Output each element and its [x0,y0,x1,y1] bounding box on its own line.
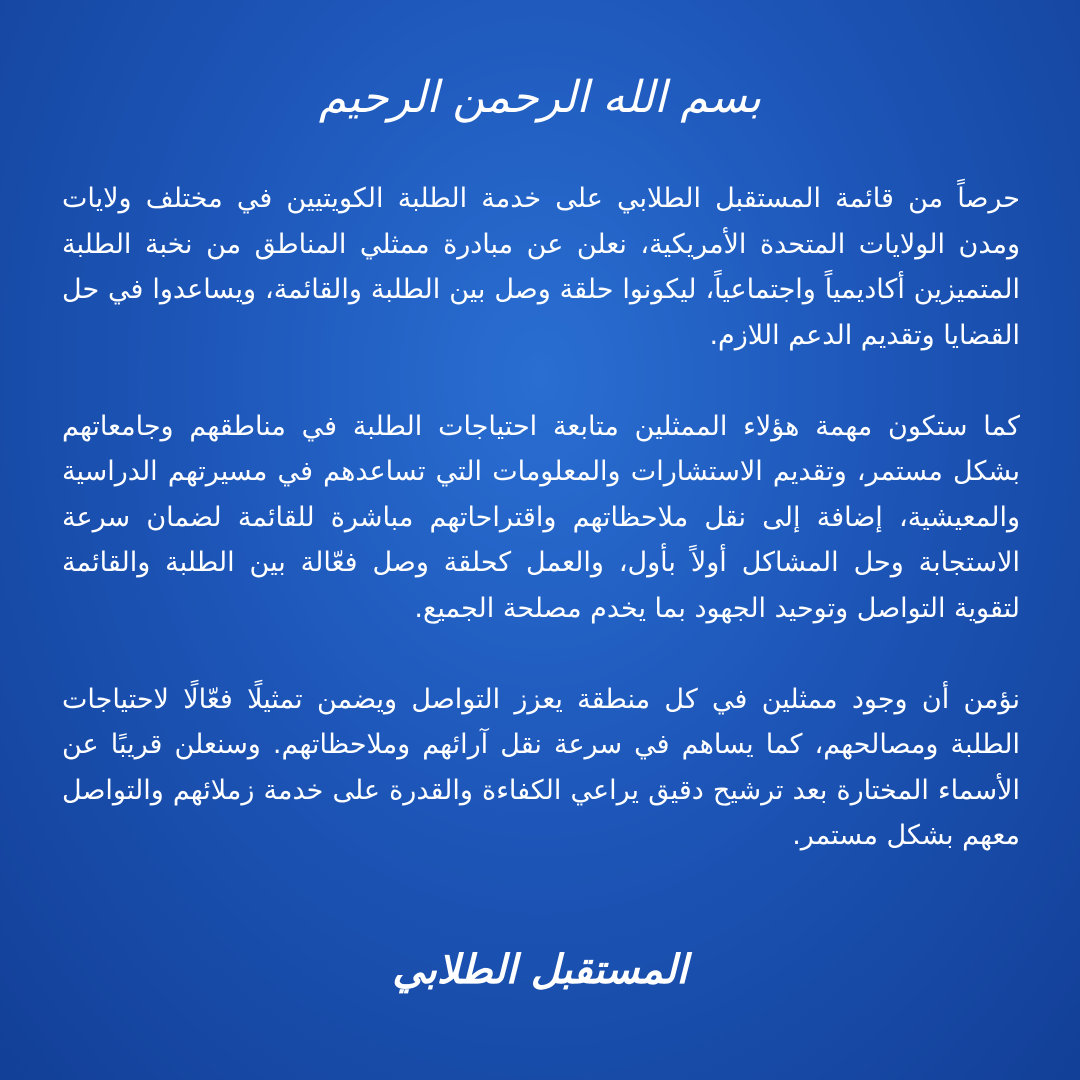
statement-body [62,176,1020,859]
basmala-calligraphy: بسم الله الرحمن الرحيم [318,72,762,123]
statement-paragraph-1: حرصاً من قائمة المستقبل الطلابي على خدمة الطلبة الكويتيين في مختلف ولايات ومدن الولايات المتحدة الأمريكية، نعلن عن مبادرة ممثلي المناطق من نخبة الطلبة المتميزين أكاديمياً واجتماعياً، ليكونوا حلقة وصل بين الطلبة والقائمة، ويساعدوا في حل القضايا وتقديم الدعم اللازم. [62,183,1020,351]
signature-calligraphy: المستقبل الطلابي [392,946,688,993]
statement-paragraph-3: نؤمن أن وجود ممثلين في كل منطقة يعزز التواصل ويضمن تمثيلًا فعّالًا لاحتياجات الطلبة ومصالحهم، كما يساهم في سرعة نقل آرائهم وملاحظاتهم. وسنعلن قريبًا عن الأسماء المختارة بعد ترشيح دقيق يراعي الكفاءة والقدرة على خدمة زملائهم والتواصل معهم بشكل مستمر. [62,683,1020,851]
statement-paragraph-2: كما ستكون مهمة هؤلاء الممثلين متابعة احتياجات الطلبة في مناطقهم وجامعاتهم بشكل مستمر، وتقديم الاستشارات والمعلومات التي تساعدهم في مسيرتهم الدراسية والمعيشية، إضافة إلى نقل ملاحظاتهم واقتراحاتهم مباشرة للقائمة لضمان سرعة الاستجابة وحل المشاكل أولاً بأول، والعمل كحلقة وصل فعّالة بين الطلبة والقائمة لتقوية التواصل وتوحيد الجهود بما يخدم مصلحة الجميع. [62,410,1020,624]
